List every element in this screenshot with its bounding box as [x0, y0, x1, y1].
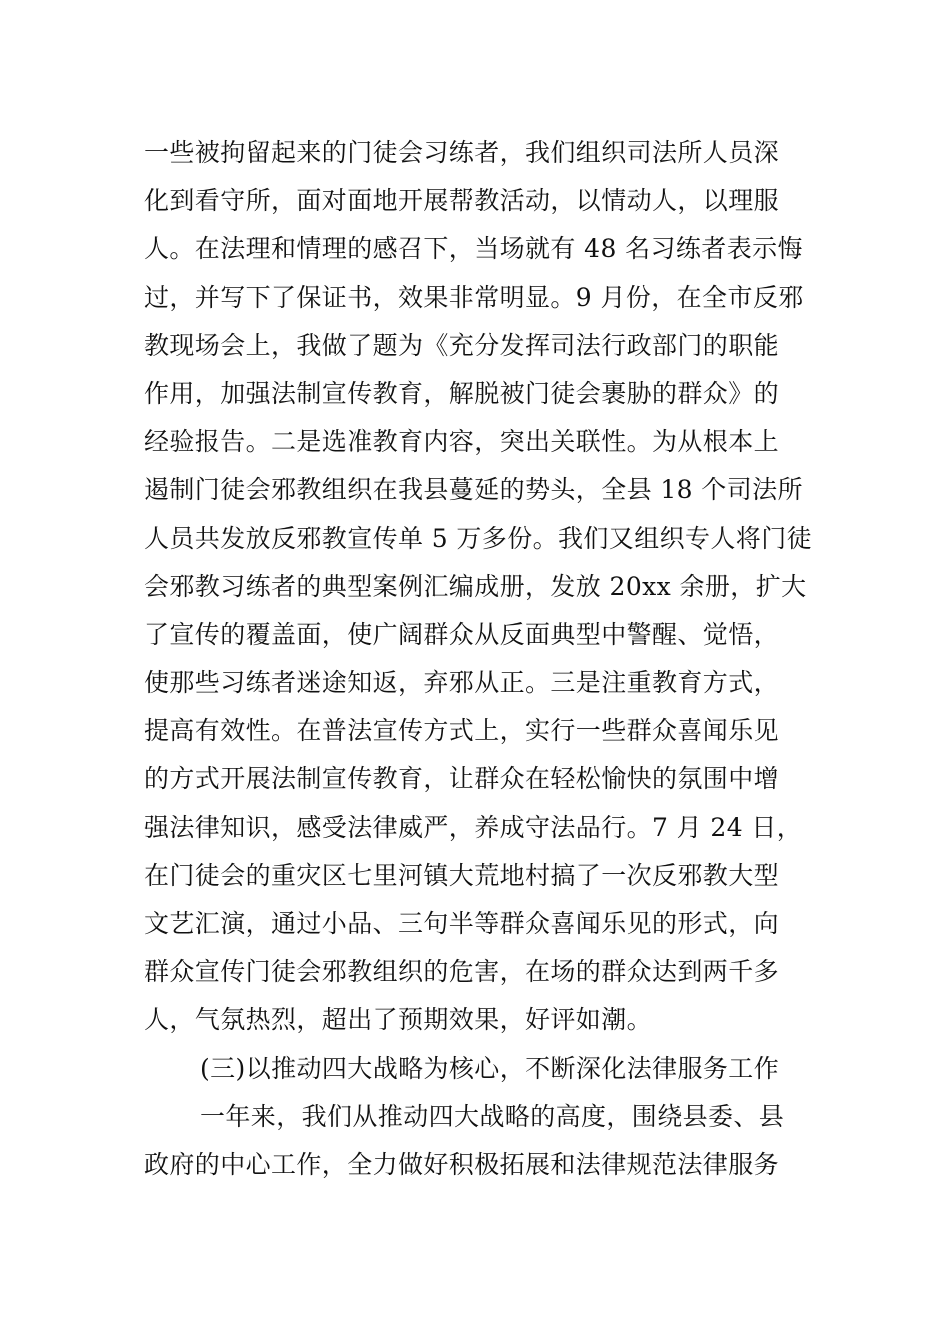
text-line: 遏制门徒会邪教组织在我县蔓延的势头，全县 18 个司法所: [144, 475, 803, 505]
text-line: 文艺汇演，通过小品、三句半等群众喜闻乐见的形式，向: [144, 909, 780, 938]
text-line: 人员共发放反邪教宣传单 5 万多份。我们又组织专人将门徒: [144, 523, 813, 553]
text-line: 教现场会上，我做了题为《充分发挥司法行政部门的职能: [144, 330, 780, 360]
text-line: 会邪教习练者的典型案例汇编成册，发放 20xx 余册，扩大: [144, 571, 807, 601]
text-line: 强法律知识，感受法律威严，养成守法品行。7 月 24 日，: [144, 812, 803, 842]
text-line: 提高有效性。在普法宣传方式上，实行一些群众喜闻乐见: [144, 716, 780, 746]
text-line: 群众宣传门徒会邪教组织的危害，在场的群众达到两千多: [144, 957, 780, 987]
text-line: 政府的中心工作，全力做好积极拓展和法律规范法律服务: [144, 1149, 780, 1179]
paragraph-first-line: 一年来，我们从推动四大战略的高度，围绕县委、县: [200, 1101, 785, 1131]
text-line: 的方式开展法制宣传教育，让群众在轻松愉快的氛围中增: [144, 764, 780, 794]
text-line: 一些被拘留起来的门徒会习练者，我们组织司法所人员深: [144, 138, 780, 167]
body-text: [144, 129, 813, 1189]
text-line: 化到看守所，面对面地开展帮教活动，以情动人，以理服: [144, 186, 780, 216]
text-line: 过，并写下了保证书，效果非常明显。9 月份，在全市反邪: [144, 282, 804, 312]
text-line: 了宣传的覆盖面，使广阔群众从反面典型中警醒、觉悟，: [144, 619, 780, 649]
text-line: 作用，加强法制宣传教育，解脱被门徒会裹胁的群众》的: [144, 378, 780, 408]
section-heading: (三)以推动四大战略为核心，不断深化法律服务工作: [200, 1053, 780, 1083]
text-line: 经验报告。二是选准教育内容，突出关联性。为从根本上: [144, 427, 780, 457]
text-line: 在门徒会的重灾区七里河镇大荒地村搞了一次反邪教大型: [144, 860, 780, 890]
text-line: 人。在法理和情理的感召下，当场就有 48 名习练者表示悔: [144, 234, 803, 264]
text-line: 使那些习练者迷途知返，弃邪从正。三是注重教育方式，: [144, 668, 780, 698]
text-line: 人，气氛热烈，超出了预期效果，好评如潮。: [144, 1005, 653, 1035]
